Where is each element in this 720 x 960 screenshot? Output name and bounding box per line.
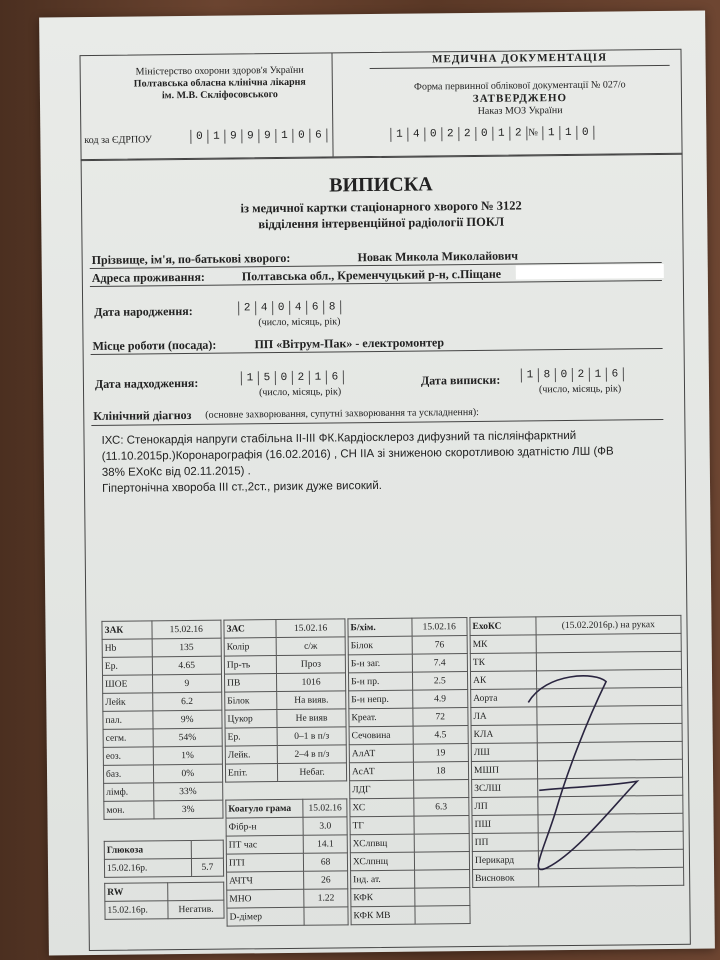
digit-cell: 2 [572,368,589,382]
table-cell: На вияв. [277,691,346,710]
table-row [349,726,468,745]
digit-cell: 8 [323,300,341,314]
table-cell: Інд. ат. [351,870,415,889]
digit-cell: 4 [289,301,306,315]
table-cell: 1.22 [304,889,348,907]
order-no-sign: № [528,127,538,139]
digit-cell: 2 [238,301,255,315]
diagnosis-line-2: (11.10.2015р.)Коронарографія (16.02.2016) , СН ІІА зі зниженою скоротливою здатністю ЛШ (ФВ [101,445,614,463]
table-row [225,691,346,710]
patient-name-label: Прізвище, ім'я, по-батькові хворого: [91,250,291,267]
admission-date-label: Дата надходження: [94,375,199,391]
digit-cell: 1 [589,368,606,382]
table-cell: 1% [153,746,223,765]
table-cell: 18 [413,762,469,781]
table-cell: МК [470,635,536,654]
table-cell [414,906,470,925]
table-row [350,816,469,835]
table-row [350,780,469,799]
table-row [226,835,347,854]
table-row [103,710,222,729]
table-row [225,709,346,728]
diagnosis-line-4: Гіпертонічна хвороба ІІІ ст.,2ст., ризик дуже високий. [101,479,382,495]
table-cell: АсАТ [349,762,413,781]
work-value: ПП «Вітрум-Пак» - електромонтер [254,335,445,352]
table-row [102,620,221,639]
table-cell [414,870,470,889]
table-cell: АК [470,671,536,690]
table-row [104,840,223,859]
table-row [348,618,467,637]
urinalysis-table [223,618,347,782]
table-cell: 26 [304,871,348,889]
table-cell: Епіт. [225,764,277,783]
digit-cell: 1 [309,371,326,385]
digit-cell: 4 [255,301,272,315]
order-date-digits [390,126,527,141]
table-cell: ХСлпвщ [350,834,414,853]
digit-cell: 1 [521,368,538,382]
table-row [351,870,470,889]
table-cell [413,780,469,799]
table-cell: Не вияв [277,709,346,728]
table-row [224,637,345,656]
order-number-digits [542,126,594,141]
table-cell: 0% [153,764,223,783]
table-cell: 33% [153,782,223,801]
table-cell [414,834,470,853]
table-cell: ПВ [224,674,276,693]
table-cell: Глюкоза [104,840,191,859]
digit-cell: 2 [292,371,309,385]
table-cell: ШОЕ [102,675,152,694]
table-cell: Цукор [225,710,277,729]
table-cell: ХС [350,798,414,817]
table-cell: ТГ [350,816,414,835]
work-label: Місце роботи (посада): [92,337,217,353]
table-cell: 5.7 [191,858,223,876]
digit-cell: 0 [555,368,572,382]
table-cell: Ер. [102,657,152,676]
table-cell: ПТ час [226,835,303,854]
table-cell: 7.4 [412,654,468,673]
dob-label: Дата народження: [94,303,193,319]
table-cell: 2.5 [412,672,468,691]
table-cell: Небаг. [278,763,347,782]
table-cell: 0–1 в п/з [277,727,346,746]
table-cell [304,907,348,925]
approved-label: ЗАТВЕРДЖЕНО [472,91,568,105]
signature-scribble [486,651,678,883]
diagnosis-line-3: 38% ЕХоКс від 02.11.2015) . [101,465,251,479]
digit-cell: 8 [538,368,555,382]
table-cell: ЛА [471,707,537,726]
table-cell: 4.5 [413,726,469,745]
table-row [104,800,223,819]
discharge-document-sheet [39,11,715,956]
table-row [227,907,348,926]
table-row [350,798,469,817]
rw-table [104,882,224,920]
table-cell [168,882,224,901]
table-cell: ПШ [472,815,538,834]
table-cell: 6.2 [152,692,222,711]
discharge-date-hint: (число, місяць, рік) [538,383,622,396]
table-row [103,692,222,711]
coagulogram-table [225,798,348,926]
table-cell: ТК [470,653,536,672]
digit-cell: 4 [407,127,424,141]
address-label: Адреса проживання: [91,269,205,285]
hospital-name: Полтавська обласна клінічна лікарня [133,76,306,90]
table-cell: 6.3 [413,798,469,817]
table-cell [414,816,470,835]
table-cell: пал. [103,711,153,730]
table-cell: Аорта [471,689,537,708]
table-cell: сегм. [103,729,153,748]
table-cell: 3.0 [303,817,347,835]
table-cell: 15.02.16 [276,619,345,638]
admission-date-hint: (число, місяць, рік) [258,386,342,399]
table-cell: МШП [471,761,537,780]
address-value: Полтавська обл., Кременчуцький р-н, с.Піщане [241,266,502,284]
table-cell: Колір [224,638,276,657]
table-row [226,853,347,872]
digit-cell: 0 [576,126,594,140]
table-cell: 15.02.16 [303,799,347,817]
table-row [351,888,470,907]
table-cell [414,852,470,871]
document-subtitle-1: із медичної картки стаціонарного хворого № 3122 [240,198,522,216]
table-cell: с/ж [276,637,345,656]
table-cell: 9% [152,710,222,729]
table-cell: Сечовина [349,726,413,745]
table-row [102,656,221,675]
form-number: Форма первинної облікової документації № 027/о [413,79,626,93]
table-cell [191,840,223,858]
table-row [103,764,222,783]
table-row [350,852,469,871]
table-row [227,871,348,890]
table-row [224,619,345,638]
document-subtitle-2: відділення інтервенційної радіології ПОКЛ [258,214,505,232]
table-row [103,728,222,747]
digit-cell: 1 [241,371,258,385]
glucose-table [104,840,224,878]
table-cell: ХСлпнщ [350,852,414,871]
table-cell: КФК МВ [351,906,415,925]
digit-cell: 6 [309,129,327,143]
dob-hint: (число, місяць, рік) [258,316,341,329]
table-cell: 14.1 [303,835,347,853]
diagnosis-label: Клінічний діагноз [93,407,192,423]
table-row [349,690,468,709]
order-label: Наказ МОЗ України [477,105,563,117]
table-cell: КЛА [471,725,537,744]
table-cell: Фібр-н [226,817,303,836]
table-cell: 1016 [277,673,346,692]
table-row [348,654,467,673]
table-row [225,727,346,746]
table-cell: Висновок [473,869,539,888]
table-cell: 9 [152,674,222,693]
table-cell: Негатив. [168,900,224,919]
table-row [224,655,345,674]
table-cell: Білок [225,692,277,711]
table-cell: Лейк. [225,746,277,765]
table-row [105,900,224,919]
digit-cell: 1 [207,130,224,144]
digit-cell: 1 [559,126,576,140]
table-cell: 135 [152,638,222,657]
digit-cell: 9 [258,129,275,143]
table-cell: ЛП [472,797,538,816]
table-cell: Б-н непр. [349,690,413,709]
table-cell: мон. [104,801,154,820]
table-cell: Б/хім. [348,618,412,637]
table-cell: Hb [102,639,152,658]
table-cell: 72 [412,708,468,727]
table-cell: ПП [472,833,538,852]
redaction-block [516,264,664,280]
edrpou-label: код за ЄДРПОУ [84,134,152,147]
table-cell: ЗАС [224,620,276,639]
edrpou-code [190,129,327,144]
table-cell: D-дімер [227,907,304,926]
table-cell: Б-н заг. [348,654,412,673]
table-cell: 4.65 [152,656,222,675]
table-cell: МНО [227,889,304,908]
table-row [105,882,224,901]
table-cell: баз. [103,765,153,784]
table-cell: 54% [153,728,223,747]
hospital-name-2: ім. М.В. Скліфосовського [161,89,278,102]
table-cell: 4.9 [412,690,468,709]
discharge-date-label: Дата виписки: [420,372,501,388]
table-row [348,636,467,655]
table-cell: АлАТ [349,744,413,763]
table-cell: 76 [412,636,468,655]
table-row [224,673,345,692]
table-cell [414,888,470,907]
table-cell: Коагуло грама [226,799,303,818]
table-cell: ПТІ [226,853,303,872]
digit-cell: 0 [475,127,492,141]
table-row [349,708,468,727]
table-cell: Б-н пр. [348,672,412,691]
dob-digits [238,300,341,315]
table-cell: КФК [351,888,415,907]
table-cell: Креат. [349,708,413,727]
digit-cell: 0 [292,129,309,143]
patient-name-value: Новак Микола Миколайович [357,248,519,265]
table-cell: ЗАК [102,621,152,640]
table-row [348,672,467,691]
table-cell: 15.02.16 [411,618,467,637]
table-cell: Ер. [225,728,277,747]
digit-cell: 9 [224,129,241,143]
digit-cell: 1 [542,126,559,140]
digit-cell: 6 [326,370,344,384]
digit-cell: 2 [458,127,475,141]
table-row [104,782,223,801]
digit-cell: 0 [272,301,289,315]
table-cell: (15.02.2016р.) на руках [536,615,682,635]
table-cell: 19 [413,744,469,763]
document-title: ВИПИСКА [329,173,433,197]
table-row [104,858,223,877]
table-row [225,763,346,782]
medical-doc-title: МЕДИЧНА ДОКУМЕНТАЦІЯ [432,51,608,66]
table-row [226,799,347,818]
digit-cell: 5 [258,371,275,385]
admission-date-digits [241,370,344,385]
table-cell: RW [105,883,168,902]
digit-cell: 1 [492,127,509,141]
digit-cell: 1 [390,128,407,142]
table-cell: 15.02.16р. [104,858,191,877]
table-cell: Пр-ть [224,656,276,675]
digit-cell: 1 [275,129,292,143]
digit-cell: 0 [424,127,441,141]
digit-cell: 6 [606,367,624,381]
diagnosis-hint: (основне захворювання, супутні захворювання та ускладнення): [205,406,479,421]
table-row [351,906,470,925]
table-row [103,746,222,765]
ministry-name: Міністерство охорони здоров'я України [135,64,304,78]
table-cell [536,633,682,653]
table-cell: ЕхоКС [470,617,536,636]
table-cell: Лейк [103,693,153,712]
table-cell: 2–4 в п/з [277,745,346,764]
table-cell: Білок [348,636,412,655]
table-row [227,889,348,908]
table-row [102,638,221,657]
table-cell: ЛШ [471,743,537,762]
digit-cell: 6 [306,301,323,315]
table-row [225,745,346,764]
digit-cell: 9 [241,129,258,143]
table-cell: АЧТЧ [227,871,304,890]
table-row [350,834,469,853]
table-cell: 15.02.16р. [105,901,168,920]
digit-cell: 2 [509,126,527,140]
table-cell: Перикард [472,851,538,870]
table-cell: 68 [304,853,348,871]
discharge-date-digits [521,367,624,382]
table-cell: 15.02.16 [151,620,221,639]
table-row [470,615,681,635]
biochemistry-table [347,617,470,925]
digit-cell: 2 [441,127,458,141]
digit-cell: 0 [190,130,207,144]
cbc-table [101,620,223,820]
table-cell: лімф. [104,783,154,802]
table-row [102,674,221,693]
table-row [226,817,347,836]
diagnosis-line-1: ІХС: Стенокардія напруги стабільна ІІ-ІІІ ФК.Кардіосклероз дифузний та післяінфарктний [101,429,577,447]
table-cell: Проз [276,655,345,674]
table-row [349,762,468,781]
digit-cell: 0 [275,371,292,385]
table-cell: ЗСЛШ [472,779,538,798]
table-cell: ЛДГ [350,780,414,799]
table-cell: 3% [153,800,223,819]
table-cell: еоз. [103,747,153,766]
table-row [349,744,468,763]
